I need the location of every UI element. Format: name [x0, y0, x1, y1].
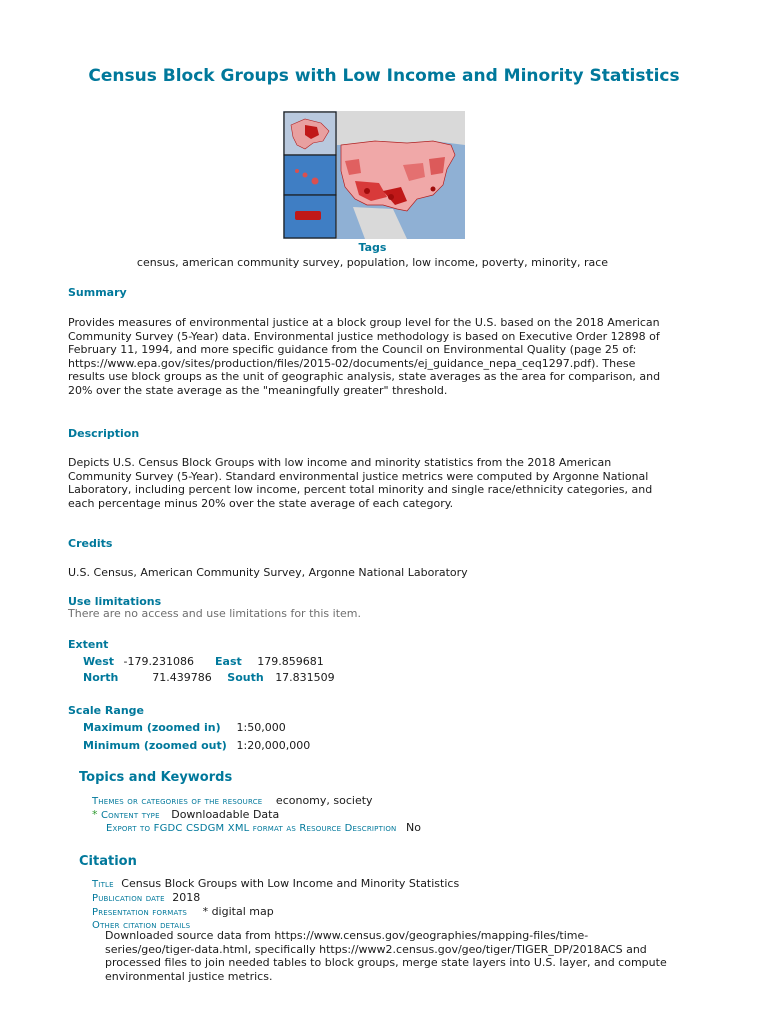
extent-north-label: North	[83, 671, 119, 684]
export-row	[106, 821, 421, 834]
extent-north-value: 71.439786	[152, 671, 212, 684]
export-label: Export to FGDC CSDGM XML format as Resource Description	[106, 823, 397, 834]
themes-value: economy, society	[275, 794, 373, 807]
scale-max-label: Maximum (zoomed in)	[83, 721, 221, 734]
scale-min-value: 1:20,000,000	[236, 739, 311, 752]
use-limitations-text: There are no access and use limitations for this item.	[68, 607, 361, 620]
citation-title-label: Title	[92, 879, 114, 890]
extent-west-row	[83, 655, 324, 668]
scale-range-heading: Scale Range	[68, 704, 144, 717]
formats-row	[92, 905, 274, 918]
use-limitations-heading: Use limitations	[68, 595, 162, 608]
tags-value: census, american community survey, population, low income, poverty, minority, race	[136, 256, 609, 269]
extent-north-row	[83, 671, 335, 684]
themes-label: Themes or categories of the resource	[92, 796, 263, 807]
topics-heading: Topics and Keywords	[79, 770, 233, 785]
summary-text: Provides measures of environmental justice at a block group level for the U.S. based on the 2018 American Community Survey (5-Year) data. Environmental justice methodology is based on Executive Order 12898 of February 11, 1994, and more specific guidance from the Council on Environmental Quality (page 25 of: https://www.epa.gov/sites/production/files/2015-02/documents/ej_guidance_nepa_ceq1297.pdf). These results use block groups as the unit of geographic analysis, state averages as the area for comparison, and 20% over the state average as the "meaningfully greater" threshold.	[68, 316, 661, 397]
extent-west-label: West	[83, 655, 115, 668]
pubdate-row	[92, 891, 200, 904]
credits-text: U.S. Census, American Community Survey, Argonne National Laboratory	[68, 566, 468, 579]
extent-south-label: South	[227, 671, 264, 684]
citation-title-value: Census Block Groups with Low Income and Minority Statistics	[121, 877, 460, 890]
citation-heading: Citation	[79, 854, 137, 869]
scale-min-label: Minimum (zoomed out)	[83, 739, 227, 752]
themes-row	[92, 794, 373, 807]
extent-west-value: -179.231086	[123, 655, 194, 668]
content-type-row	[92, 808, 279, 821]
summary-heading: Summary	[68, 286, 127, 299]
citation-title-row	[92, 877, 459, 890]
content-type-label: Content type	[101, 810, 160, 821]
other-details-text: Downloaded source data from https://www.census.gov/geographies/mapping-files/time-series/geo/tiger-data.html, specifically https://www2.census.gov/geo/tiger/TIGER_DP/2018ACS and processed files to join needed tables to block groups, merge state layers into U.S. layer, and compute environmental justice metrics.	[105, 929, 667, 983]
description-heading: Description	[68, 427, 140, 440]
scale-max-value: 1:50,000	[236, 721, 286, 734]
description-text: Depicts U.S. Census Block Groups with low income and minority statistics from the 2018 American Community Survey (5-Year). Standard environmental justice metrics were computed by Argonne National Laboratory, including percent low income, percent total minority and single race/ethnicity categories, and each percentage minus 20% over the state average of each category.	[68, 456, 653, 510]
formats-value: * digital map	[202, 905, 274, 918]
formats-label: Presentation formats	[92, 907, 188, 918]
required-marker: *	[92, 808, 98, 821]
pubdate-value: 2018	[172, 891, 201, 904]
extent-east-label: East	[215, 655, 242, 668]
map-thumbnail	[283, 111, 465, 239]
scale-min-row	[83, 739, 310, 752]
pubdate-label: Publication date	[92, 893, 165, 904]
extent-south-value: 17.831509	[275, 671, 335, 684]
content-type-value: Downloadable Data	[171, 808, 280, 821]
other-details-label: Other citation details	[92, 920, 191, 931]
tags-label: Tags	[358, 241, 387, 254]
credits-heading: Credits	[68, 537, 113, 550]
extent-heading: Extent	[68, 638, 109, 651]
export-value: No	[406, 821, 421, 834]
page-title: Census Block Groups with Low Income and Minority Statistics	[88, 66, 680, 86]
extent-east-value: 179.859681	[257, 655, 324, 668]
scale-max-row	[83, 721, 286, 734]
